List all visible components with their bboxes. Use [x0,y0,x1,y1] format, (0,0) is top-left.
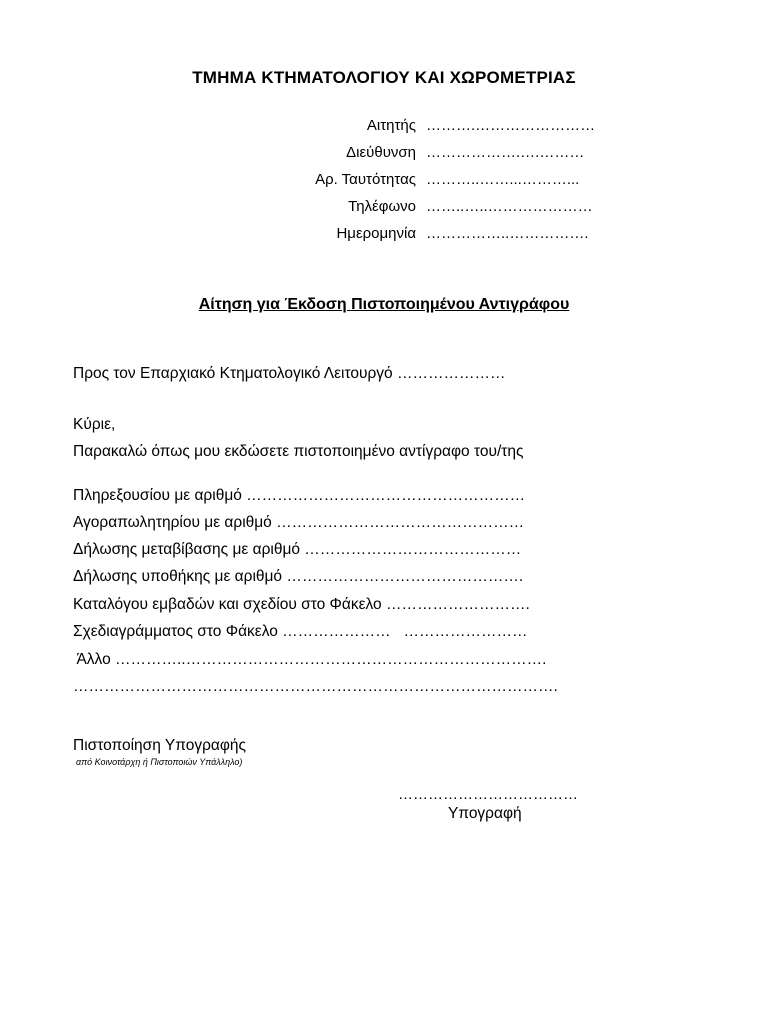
field-label-date: Ημερομηνία [336,225,416,242]
certification-title: Πιστοποίηση Υπογραφής [73,737,246,754]
item-mortgage-declaration[interactable]: Δήλωσης υποθήκης με αριθμό ………………………………………. [73,568,524,585]
item-area-list-plan[interactable]: Καταλόγου εμβαδών και σχεδίου στο Φάκελο ………………………. [73,596,530,613]
certification-note: από Κοινοτάρχη ή Πιστοποιών Υπάλληλο) [76,757,243,767]
field-label-applicant: Αιτητής [366,117,416,134]
application-subject: Αίτηση για Έκδοση Πιστοποιημένου Αντιγράφου [198,296,570,313]
field-blank-phone[interactable]: ……..…..………………… [426,198,593,215]
field-blank-date[interactable]: ……………..……………. [426,225,589,242]
field-blank-applicant[interactable]: ……….…………………… [426,117,596,134]
item-other-continued[interactable]: …………………………………………………………………………………. [73,678,558,695]
item-other[interactable]: Άλλο …………..……………………………………………………………. [73,651,547,668]
field-blank-address[interactable]: ……………….….……… [426,144,585,161]
item-transfer-declaration[interactable]: Δήλωσης μεταβίβασης με αριθμό …………………………………… [73,541,522,558]
signature-label: Υπογραφή [448,805,522,822]
field-blank-id-number[interactable]: ………..……...………... [426,171,580,188]
field-label-phone: Τηλέφωνο [348,198,416,215]
salutation: Κύριε, [73,416,116,433]
item-power-of-attorney[interactable]: Πληρεξουσίου με αριθμό ……………………………………………… [73,487,526,504]
item-sale-contract[interactable]: Αγοραπωλητηρίου με αριθμό ………………………………………… [73,514,525,531]
item-drawing[interactable]: Σχεδιαγράμματος στο Φάκελο ………………… …………………… [73,623,528,640]
field-label-address: Διεύθυνση [346,144,416,161]
signature-blank[interactable]: ……………………………… [398,786,578,803]
department-title: ΤΜΗΜΑ ΚΤΗΜΑΤΟΛΟΓΙΟΥ ΚΑΙ ΧΩΡΟΜΕΤΡΙΑΣ [192,68,576,87]
field-label-id-number: Αρ. Ταυτότητας [315,171,416,188]
recipient-line: Προς τον Επαρχιακό Κτηματολογικό Λειτουργό ………………… [73,365,506,382]
request-text: Παρακαλώ όπως μου εκδώσετε πιστοποιημένο αντίγραφο του/της [73,443,524,460]
